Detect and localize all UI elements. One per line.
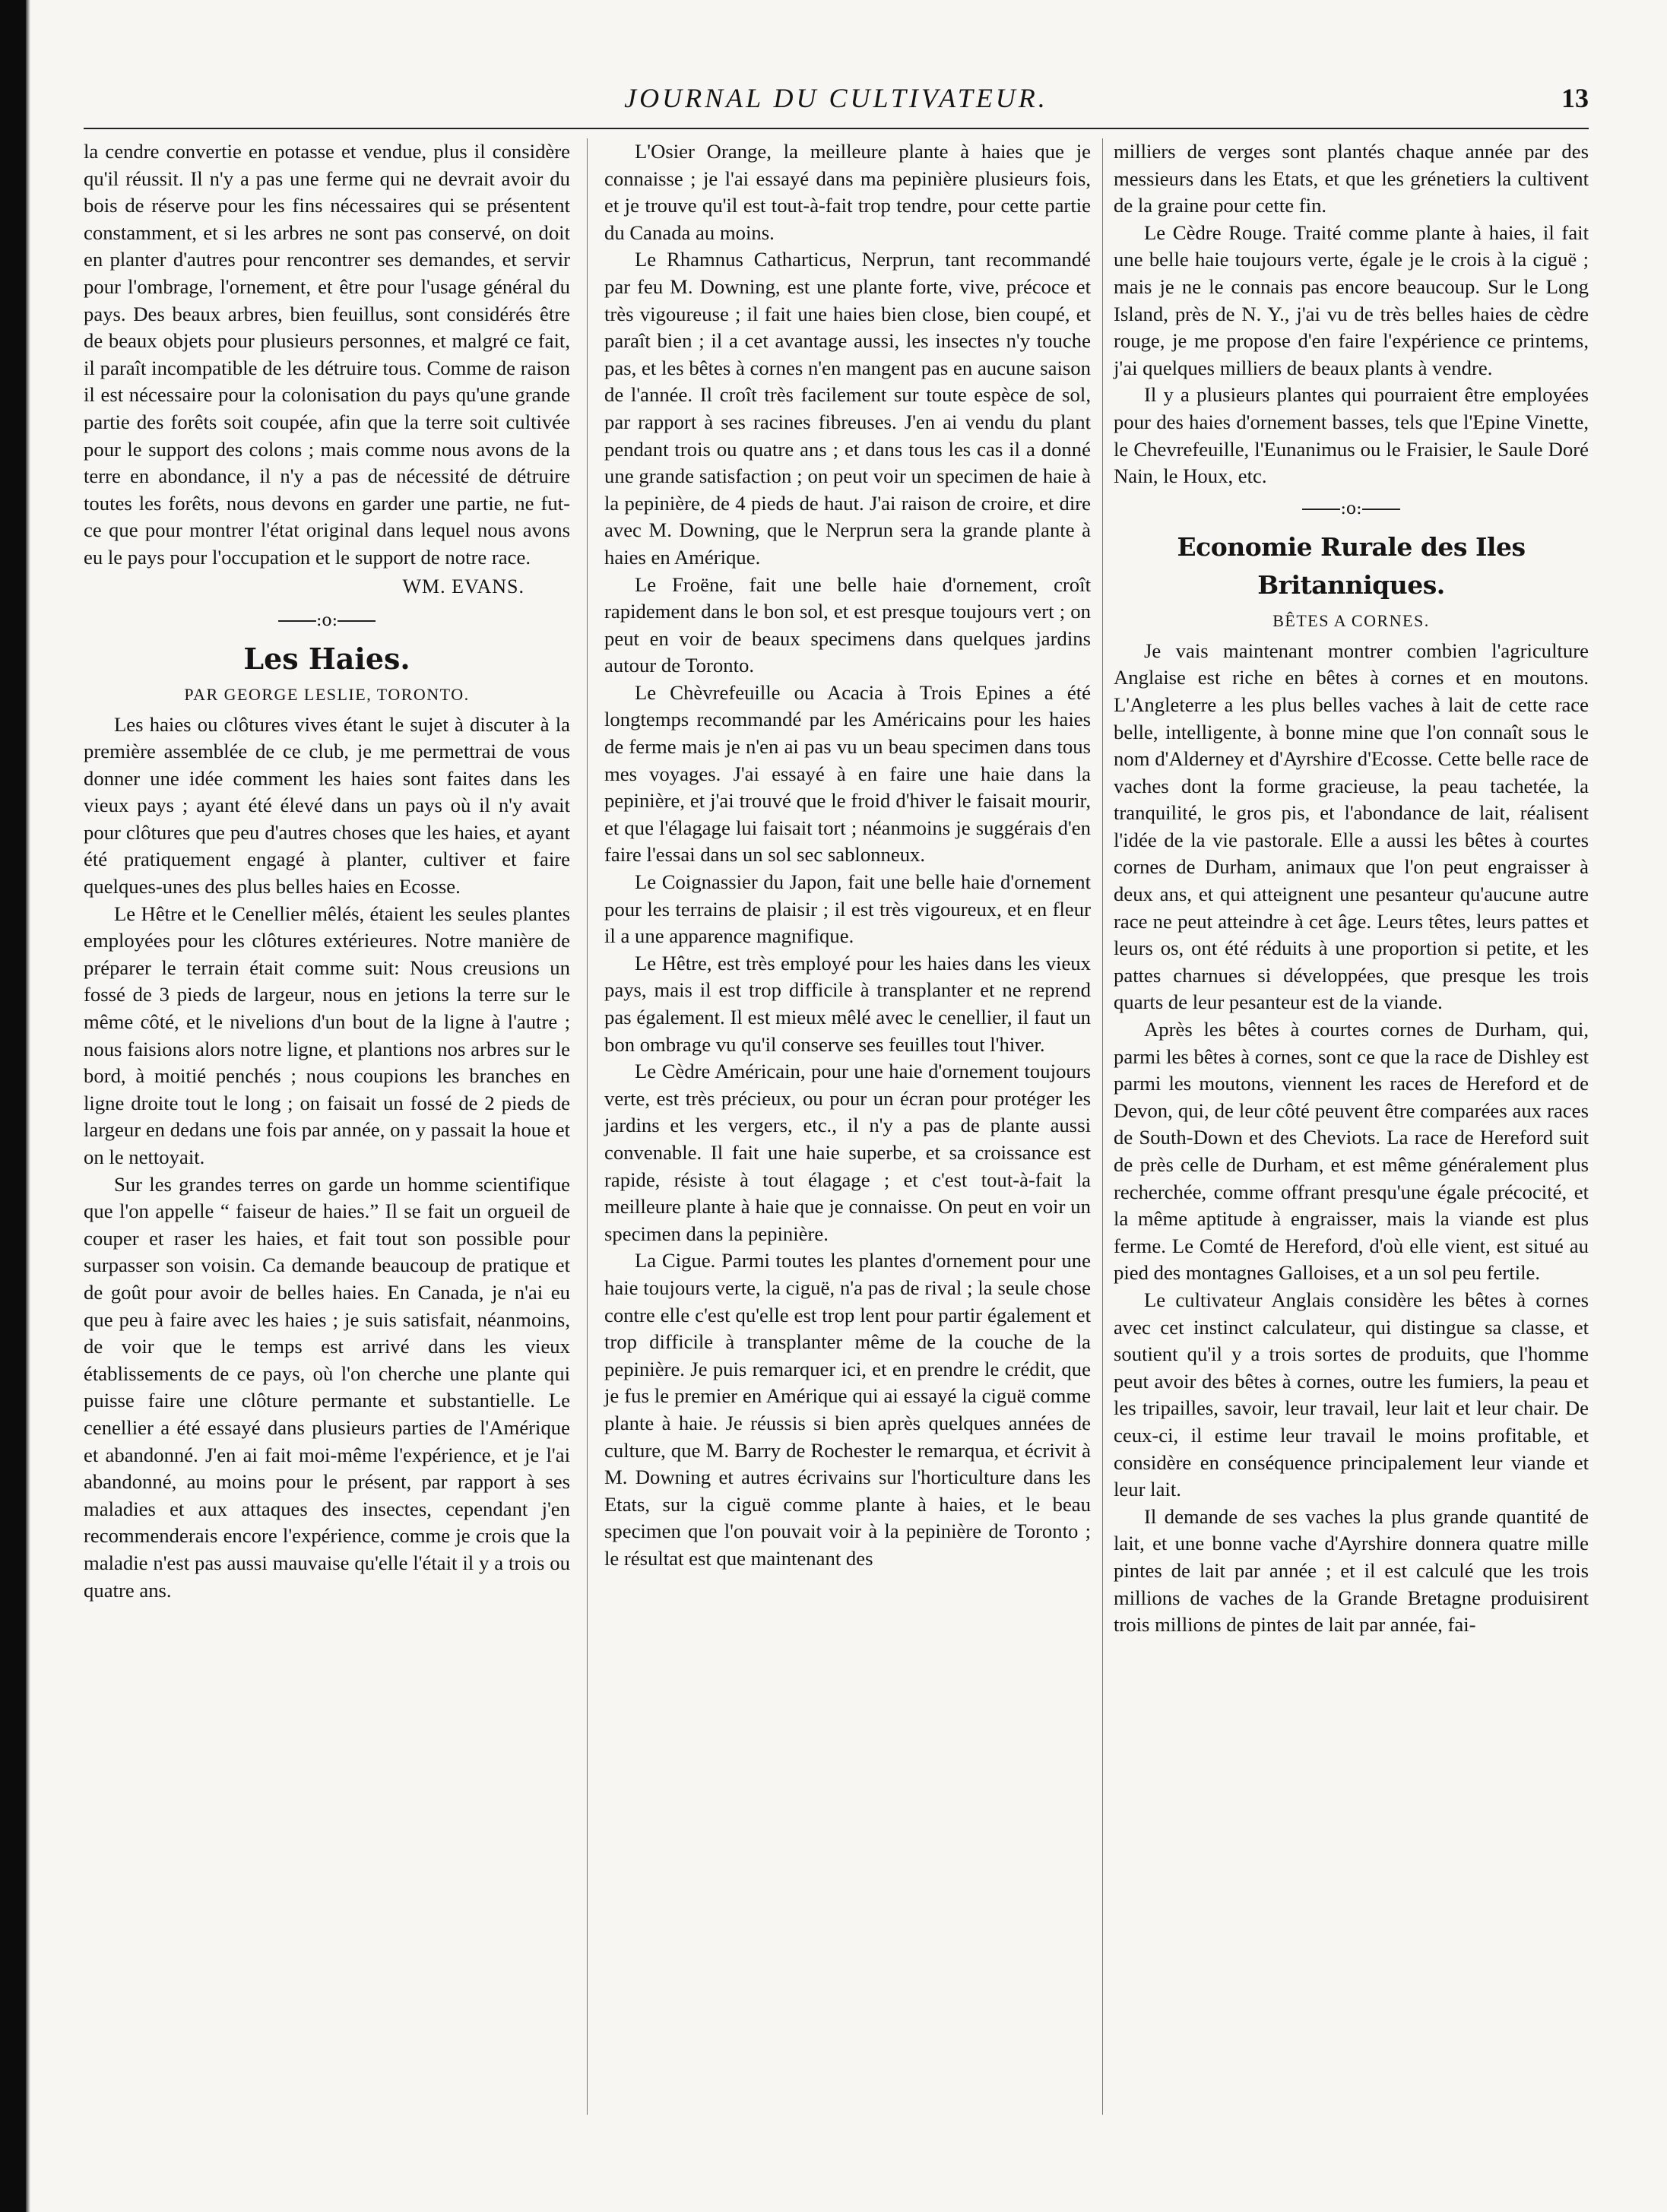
header-rule — [84, 128, 1589, 129]
binding-shadow — [26, 0, 30, 2212]
column-divider — [587, 138, 588, 2115]
page-number: 13 — [1561, 83, 1589, 113]
article-paragraph: Après les bêtes à courtes cornes de Durham, qui, parmi les bêtes à cornes, sont ce que la race de Dishley est parmi les moutons, viennent les races de Hereford et de Devon, qui, de leur côté peuvent être comparées aux races de South-Down et des Cheviots. La race de Hereford suit de près celle de Durham, et est même généralement plus recherchée, comme offrant presqu'une égale précocité, et la même aptitude à engraisser, mais la viande est plus ferme. Le Comté de Hereford, d'où elle vient, est situé au pied des montagnes Galloises, et a un sol peu fertile. — [1114, 1018, 1589, 1285]
article-paragraph: Il y a plusieurs plantes qui pourraient être employées pour des haies d'ornement basses, tels que l'Epine Vinette, le Chevrefeuille, l'Eunanimus ou le Fraisier, le Saule Doré Nain, le Houx, etc. — [1114, 383, 1589, 488]
author-signature: WM. EVANS. — [402, 575, 525, 597]
section-separator — [84, 608, 570, 634]
article-paragraph: Le Rhamnus Catharticus, Nerprun, tant recommandé par feu M. Downing, est une plante forte, vive, précoce et très vigoureuse ; il fait une haies bien close, bien coupé, et paraît bien ; il a cet avantage aussi, les insectes n'y touche pas, et les bêtes à cornes n'en mangent pas en aucune saison de l'année. Il croît très facilement sur toute espèce de sol, par rapport à ses racines fibreuses. J'en ai vendu du plant pendant trois ou quatre ans ; et dans tous les cas il a donné une grande satisfaction ; on peut voir un specimen de haie à la pepinière, de 4 pieds de haut. J'ai raison de croire, et dire avec M. Downing, que le Nerprun sera la grande plante à haies en Amérique. — [604, 248, 1091, 569]
article-paragraph: Le Chèvrefeuille ou Acacia à Trois Epines a été longtemps recommandé par les Américains pour les haies de ferme mais je n'en ai pas vu un beau specimen dans tous mes voyages. J'ai essayé à en faire une haie dans la pepinière, et j'ai trouvé que le froid d'hiver le faisait mourir, et que l'élagage lui faisait tort ; néanmoins je suggérais d'en faire l'essai dans un sol sec sablonneux. — [604, 680, 1091, 867]
byline: PAR GEORGE LESLIE, TORONTO. — [184, 684, 470, 704]
article-paragraph: Le Froëne, fait une belle haie d'ornement, croît rapidement dans le bon sol, et est presque toujours vert ; on peut en voir de beaux specimens dans quelques jardins autour de Toronto. — [604, 572, 1091, 677]
article-paragraph: Le Coignassier du Japon, fait une belle haie d'ornement pour les terrains de plaisir ; il est très vigoureux, et en fleur il a une apparence magnifique. — [604, 870, 1091, 948]
article-paragraph: Je vais maintenant montrer combien l'agriculture Anglaise est riche en bêtes à cornes et en moutons. L'Angleterre a les plus belles vaches à lait de cette race belle, intelligente, à bonne mine que l'on connaît sous le nom d'Alderney et d'Ayrshire d'Ecosse. Cette belle race de vaches dont la forme gracieuse, la peau tachetée, la tranquilité, le gros pis, et l'abondance de lait, réalisent l'idée de la vie pastorale. Elle a aussi les bêtes à courtes cornes de Durham, animaux que l'on peut engraisser à deux ans, et qui atteignent une pesanteur qu'aucune autre race ne peut atteindre à cet âge. Leurs têtes, leurs pattes et leurs os, ont été réduits à une proportion si petite, et les pattes charnues si développées, que presque les trois quarts de leur pesanteur est de la viande. — [1114, 639, 1589, 1014]
subheading: BÊTES A CORNES. — [1272, 610, 1430, 630]
page-header — [84, 82, 1589, 128]
journal-title: JOURNAL DU CULTIVATEUR. — [624, 83, 1048, 113]
article-paragraph: la cendre convertie en potasse et vendue, plus il considère qu'il réussit. Il n'y a pas une ferme qui ne devrait avoir du bois de réserve pour les fins nécessaires qui se présentent constamment, et si les arbres ne sont pas conservé, on doit en planter d'autres pour rencontrer ses demandes, et servir pour l'ombrage, l'ornement, et être pour l'usage général du pays. Des beaux arbres, bien feuillus, sont considérés être de beaux objets pour plusieurs personnes, et malgré ce fait, il paraît incompatible de les détruire tous. Comme de raison il est nécessaire pour la colonisation du pays qu'une grande partie des forêts soit coupée, afin que la terre soit cultivée pour le support des colons ; mais comme nous avons de la terre en abondance, il n'y a pas de nécessité de détruire toutes les forêts, nous devons en garder une partie, ne fut-ce que pour montrer l'état original dans lequel nous avons eu le pays pour l'occupation et le support de notre race. — [84, 140, 570, 569]
section-title: Economie Rurale des Iles Britanniques. — [1177, 531, 1526, 600]
column-2 — [604, 138, 1091, 1572]
separator-mark: :o: — [1340, 499, 1362, 518]
article-paragraph: Le Cèdre Américain, pour une haie d'ornement toujours verte, est très précieux, ou pour un écran pour protéger les jardins et les vergers, etc., il n'y a pas de plante aussi convenable. Il fait une haie superbe, et sa croissance est rapide, résiste à tout élagage ; et c'est tout-à-fait la meilleure plante à haie que je connaisse. On peut en voir un specimen dans la pepinière. — [604, 1060, 1091, 1245]
article-paragraph: Les haies ou clôtures vives étant le sujet à discuter à la première assemblée de ce club, je me permettrai de vous donner une idée comment les haies sont faites dans les vieux pays ; ayant été élevé dans un pays où il n'y avait pour clôtures que peu d'autres choses que les haies, et ayant été pratiquement engagé à planter, cultiver et faire quelques-unes des plus belles haies en Ecosse. — [84, 712, 570, 898]
article-paragraph: La Cigue. Parmi toutes les plantes d'ornement pour une haie toujours verte, la ciguë, n'a pas de rival ; la seule chose contre elle c'est qu'elle est trop lent pour partir également et trop difficile à transplanter même de la couche de la pepinière. Je puis remarquer ici, et en prendre le crédit, que je fus le premier en Amérique qui ai essayé la ciguë comme plante à haie. Je réussis si bien après quelques années de culture, que M. Barry de Rochester le remarqua, et écrivit à M. Downing et autres écrivains sur l'horticulture dans les Etats, sur la ciguë comme plante à haies, et le beau specimen que l'on pouvait voir à la pepinière de Toronto ; le résultat est que maintenant des — [604, 1249, 1091, 1570]
article-paragraph: Le Hêtre, est très employé pour les haies dans les vieux pays, mais il est trop difficile à transplanter et ne reprend pas également. Il est mieux mêlé avec le cenellier, il faut un bon ombrage vu qu'il conserve ses feuilles tout l'hiver. — [604, 951, 1091, 1056]
article-paragraph: L'Osier Orange, la meilleure plante à haies que je connaisse ; je l'ai essayé dans ma pepinière plusieurs fois, et je trouve qu'il est tout-à-fait trop tendre, pour cette partie du Canada au moins. — [604, 140, 1091, 244]
article-paragraph: Le cultivateur Anglais considère les bêtes à cornes avec cet instinct calculateur, qui distingue sa classe, et soutient qu'il y a trois sortes de produits, que l'homme peut avoir des bêtes à cornes, outre les fumiers, la peau et les tripailles, savoir, leur travail, leur lait et leur chair. De ceux-ci, il estime leur travail le moins profitable, et considère en conséquence principalement leur viande et leur lait. — [1114, 1288, 1589, 1501]
column-divider — [1102, 138, 1103, 2115]
article-paragraph: Sur les grandes terres on garde un homme scientifique que l'on appelle “ faiseur de haies.” Il se fait un orgueil de couper et raser les haies, et fait tout son possible pour surpasser son voisin. Ca demande beaucoup de pratique et de goût pour avoir de belles haies. En Canada, je n'ai eu que peu à faire avec les haies ; je suis satisfait, néanmoins, de voir que le temps est arrivé dans les vieux établissements de ce pays, où l'on cherche une plante qui puisse faire une clôture permante et substantielle. Le cenellier a été essayé dans plusieurs parties de l'Amérique et abandonné. J'en ai fait moi-même l'expérience, et je l'ai abandonné, au moins pour le présent, par rapport à ses maladies et aux attaques des insectes, cependant j'en recommenderais encore l'expérience, comme je crois que la maladie n'est pas aussi mauvaise qu'elle l'était il y a trois ou quatre ans. — [84, 1172, 570, 1602]
column-1 — [84, 138, 570, 1604]
article-paragraph: Le Cèdre Rouge. Traité comme plante à haies, il fait une belle haie toujours verte, égale je le crois à la ciguë ; mais je ne le connais pas encore beaucoup. Sur le Long Island, près de N. Y., j'ai vu de très belles haies de cèdre rouge, je me propose d'en faire l'expérience ce printems, j'ai quelques milliers de beaux plants à vendre. — [1114, 220, 1589, 379]
page-binding-edge — [0, 0, 26, 2212]
separator-mark: :o: — [315, 610, 338, 630]
column-3 — [1114, 138, 1589, 1639]
article-paragraph: Le Hêtre et le Cenellier mêlés, étaient les seules plantes employées pour les clôtures extérieures. Notre manière de préparer le terrain était comme suit: Nous creusions un fossé de 3 pieds de largeur, nous en jetions la terre sur le même côté, et le nivelions d'un bout de la ligne à l'autre ; nous faisions alors notre ligne, et plantions nos arbres sur le bord, à moitié penchés ; nous coupions les branches en ligne droite tout le long ; on faisait un fossé de 2 pieds de largeur en dedans une fois par année, on y passait la houe et on le nettoyait. — [84, 902, 570, 1168]
article-paragraph: milliers de verges sont plantés chaque année par des messieurs dans les Etats, et que les grénetiers la cultivent de la graine pour cette fin. — [1114, 140, 1589, 217]
section-separator — [1114, 496, 1589, 522]
article-paragraph: Il demande de ses vaches la plus grande quantité de lait, et une bonne vache d'Ayrshire donnera quatre mille pintes de lait par année ; et il est calculé que les trois millions de vaches de la Grande Bretagne produisirent trois millions de pintes de lait par année, fai- — [1114, 1504, 1589, 1637]
section-title: Les Haies. — [243, 641, 410, 676]
